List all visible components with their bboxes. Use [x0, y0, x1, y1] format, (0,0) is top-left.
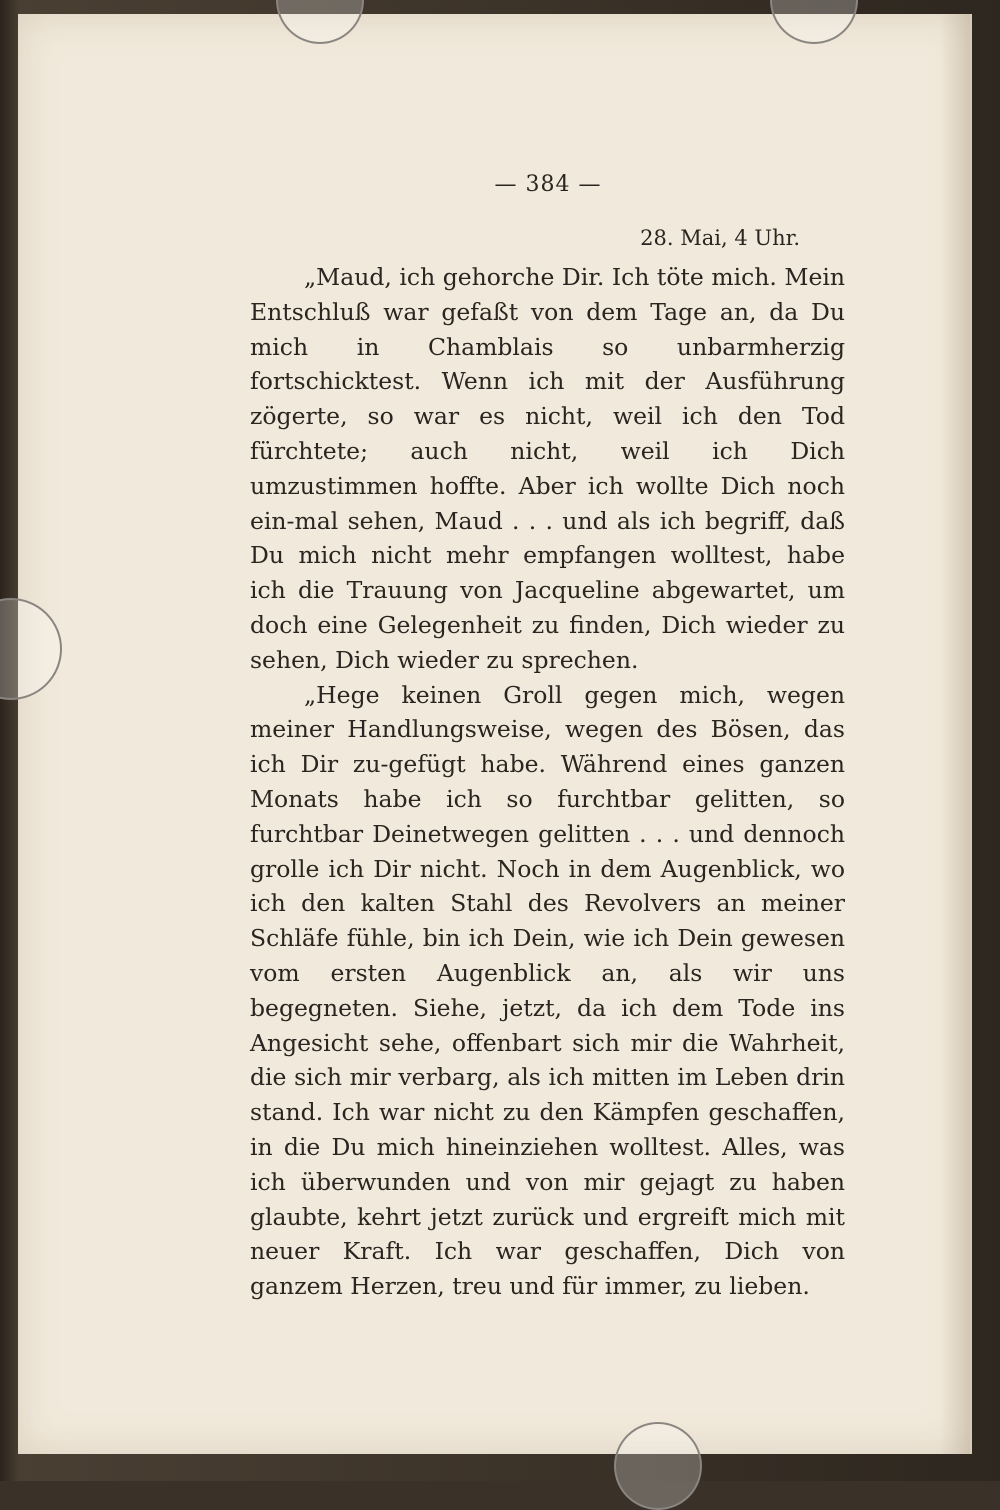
letter-dateline: 28. Mai, 4 Uhr.	[640, 226, 800, 250]
page-number: — 384 —	[494, 172, 602, 197]
page-clip-icon	[614, 1422, 702, 1510]
paragraph: „Maud, ich gehorche Dir. Ich töte mich. Mein Entschluß war gefaßt von dem Tage an, da Du mich in Chamblais so unbarmherzig fortschicktest. Wenn ich mit der Ausführung zögerte, so war es nicht, weil ich den Tod fürchtete; auch nicht, weil ich Dich umzustimmen hoffte. Aber ich wollte Dich noch ein-mal sehen, Maud . . . und als ich begriff, daß Du mich nicht mehr empfangen wolltest, habe ich die Trauung von Jacqueline abgewartet, um doch eine Gelegenheit zu finden, Dich wieder zu sehen, Dich wieder zu sprechen.	[250, 263, 845, 674]
body-text	[250, 260, 845, 1304]
paragraph: „Hege keinen Groll gegen mich, wegen meiner Handlungsweise, wegen des Bösen, das ich Dir zu-gefügt habe. Während eines ganzen Monats habe ich so furchtbar gelitten, so furchtbar Deinetwegen gelitten . . . und dennoch grolle ich Dir nicht. Noch in dem Augenblick, wo ich den kalten Stahl des Revolvers an meiner Schläfe fühle, bin ich Dein, wie ich Dein gewesen vom ersten Augenblick an, als wir uns begegneten. Siehe, jetzt, da ich dem Tode ins Angesicht sehe, offenbart sich mir die Wahrheit, die sich mir verbarg, als ich mitten im Leben drin stand. Ich war nicht zu den Kämpfen geschaffen, in die Du mich hineinziehen wolltest. Alles, was ich überwunden und von mir gejagt zu haben glaubte, kehrt jetzt zurück und ergreift mich mit neuer Kraft. Ich war geschaffen, Dich von ganzem Herzen, treu und für immer, zu lieben.	[250, 680, 845, 1301]
book-page	[18, 14, 972, 1454]
page-edge-shadow	[940, 14, 970, 1454]
